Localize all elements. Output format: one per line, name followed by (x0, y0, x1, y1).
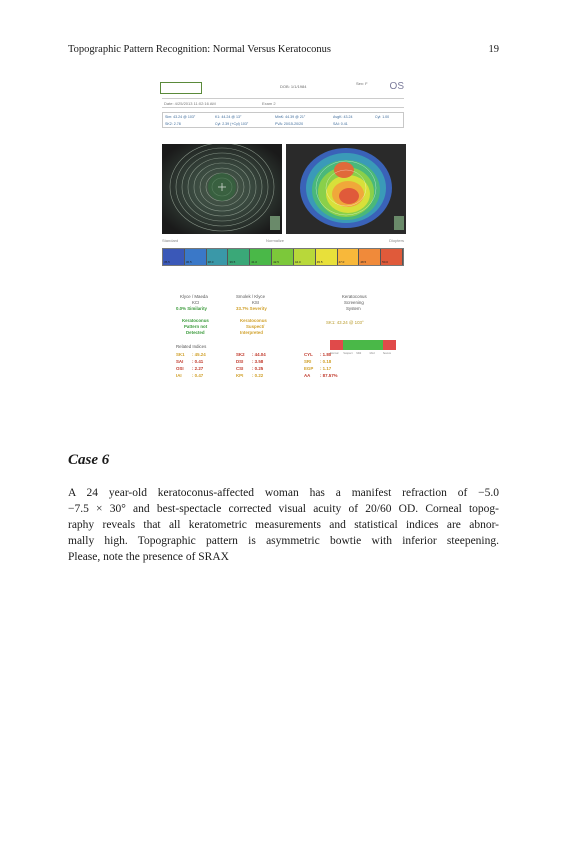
diopter-color-scale (162, 248, 404, 266)
page-number: 19 (488, 44, 499, 55)
sim-k1: Sim: 43.24 @ 103° (165, 115, 196, 119)
scale-tick-label: 39.5 (229, 260, 236, 264)
scale-swatch (185, 249, 207, 265)
ksi-value: 33.7% Severity (236, 306, 267, 311)
paragraph-line: −7.5 × 30° and best-spectacle corrected visual acuity of 20/60 OD. Corneal topog- (68, 503, 499, 515)
ksi-label: KSI (252, 300, 260, 305)
index-value: : 1.17 (320, 366, 332, 371)
axial-curvature-map (286, 144, 406, 234)
scale-tick-label: 47.0 (338, 260, 345, 264)
scale-swatch (163, 249, 185, 265)
paragraph-line: Please, note the presence of SRAX (68, 551, 229, 563)
index-label: SAI (176, 359, 184, 364)
index-value: : 0.47 (192, 373, 204, 378)
mink-value: MinK: 44.39 @ 21° (275, 115, 306, 119)
scale-swatch (294, 249, 316, 265)
index-value: : 0.41 (192, 359, 204, 364)
scale-legend (162, 238, 404, 244)
index-value: : 45.24 (192, 352, 206, 357)
index-label: OSI (176, 366, 184, 371)
scale-tick-label: 42.5 (273, 260, 279, 264)
index-label: CSI (236, 366, 244, 371)
screening-tick: Mod (369, 352, 375, 355)
placido-ring-image (162, 144, 282, 234)
klyce-maeda-title: Klyce / Maeda (180, 294, 208, 299)
scale-swatch (250, 249, 272, 265)
scale-swatch (272, 249, 294, 265)
scale-swatch (228, 249, 250, 265)
scale-tick-label: 45.5 (316, 260, 323, 264)
dob-text: DOB: 1/1/1984 (280, 84, 307, 89)
kci-label: KCI (192, 300, 200, 305)
legend-left: Standard (162, 238, 179, 243)
index-label: SK2 (236, 352, 245, 357)
k2-value: Cyl: 2.39 (+Cyl) 103° (215, 122, 249, 126)
index-value: : 0.22 (252, 373, 264, 378)
index-label: IAI (176, 373, 182, 378)
legend-center: Normalize (266, 238, 285, 243)
kci-result-3: Detected (186, 330, 205, 335)
screening-tick: Severe (382, 352, 392, 355)
scale-tick-label: 44.0 (294, 260, 301, 264)
paragraph-line: raphy reveals that all keratometric measurements and statistical indices are abnor- (68, 519, 499, 531)
index-value: : 87.57% (320, 373, 338, 378)
scale-tick-label: 35.5 (164, 260, 170, 264)
screening-segment (330, 340, 343, 355)
sim-k2: SK2: 2.78 (165, 122, 181, 126)
scale-tick-label: 41.0 (251, 260, 258, 264)
index-value: : 44.04 (252, 352, 266, 357)
scale-swatch (338, 249, 360, 265)
kci-result-1: Keratoconus (182, 318, 209, 323)
scale-swatch (381, 249, 403, 265)
screening-segment (343, 340, 356, 355)
index-label: SK1 (176, 352, 185, 357)
screening-segment (369, 340, 383, 355)
keratoconus-indices (174, 294, 394, 394)
index-value: : 2.27 (192, 366, 204, 371)
topography-figure (160, 80, 406, 398)
kci-result-2: Pattern not (184, 324, 208, 329)
pva-value: PVA: 20/15-20/20 (275, 122, 304, 126)
exam-row (162, 98, 404, 108)
smolek-klyce-title: Smolek / Klyce (236, 294, 266, 299)
scale-swatch (207, 249, 229, 265)
screening-value: SK1: 43.24 @ 103° (326, 320, 364, 325)
index-label: KPI (236, 373, 244, 378)
legend-right: Diopters (389, 238, 404, 243)
index-value: : 1.80 (320, 352, 332, 357)
cyl-value: Cyl: 1.00 (375, 115, 390, 119)
scale-tick-label: 36.5 (185, 260, 192, 264)
scale-tick-label: 48.5 (360, 260, 367, 264)
screening-tick: Suspect (343, 352, 353, 355)
running-head-title: Topographic Pattern Recognition: Normal Versus Keratoconus (68, 44, 331, 55)
ksi-result-2: Suspect/ (246, 324, 265, 329)
screening-tick: Normal (330, 352, 339, 355)
index-label: DSI (236, 359, 244, 364)
screening-tick: Mild (356, 352, 362, 355)
related-indices-title: Related Indices (176, 344, 207, 349)
screening-title-1: Keratoconus (342, 294, 367, 299)
paragraph-line: mally high. Topographic pattern is asymmetric bowtie with inferior steepening. (68, 535, 499, 547)
scale-tick-label: 38.0 (207, 260, 214, 264)
index-label: AA (304, 373, 311, 378)
patient-name-box (160, 82, 202, 94)
scale-swatch (316, 249, 338, 265)
scale-swatch (359, 249, 381, 265)
index-value: : 0.18 (320, 359, 332, 364)
screening-bar (330, 340, 396, 355)
figure-header (160, 80, 406, 96)
ksi-result-3: Interpreted (240, 330, 263, 335)
screening-segment (356, 340, 369, 355)
exam-date: Date: 4/25/2013 11:02:16 AM (164, 101, 216, 106)
screening-title-2: Screening (344, 300, 364, 305)
avgk-value: AvgK: 43.24 (333, 115, 353, 119)
k1-value: K1: 44.24 @ 13° (215, 115, 242, 119)
keratometry-box (162, 112, 404, 128)
paragraph-line: A 24 year-old keratoconus-affected woman has a manifest refraction of −5.0 (68, 487, 499, 499)
case-heading: Case 6 (68, 452, 110, 468)
screening-segment (382, 340, 396, 355)
index-label: EGP (304, 366, 314, 371)
index-label: SRI (304, 359, 312, 364)
exam-number: Exam 2 (262, 101, 276, 106)
index-label: CYL (304, 352, 313, 357)
scale-tick-label: 50.0 (382, 260, 388, 264)
index-value: : 0.25 (252, 366, 264, 371)
eye-label: OS (389, 81, 404, 92)
screening-title-3: System (346, 306, 361, 311)
sex-text: Sex: F (356, 81, 368, 86)
case-description (68, 485, 499, 565)
ksi-result-1: Keratoconus (240, 318, 267, 323)
kci-value: 0.0% Similarity (176, 306, 207, 311)
index-value: : 3.58 (252, 359, 264, 364)
sai-value: SAI: 0.41 (333, 122, 348, 126)
